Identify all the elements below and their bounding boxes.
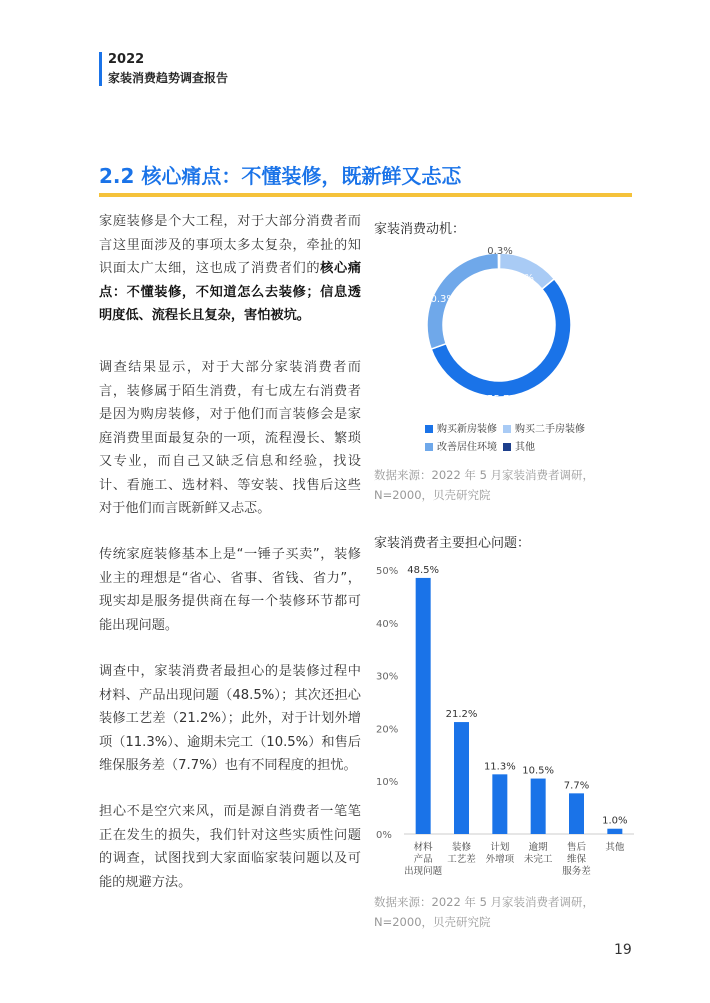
donut-chart-caption: 家装消费动机：	[374, 222, 466, 237]
donut-chart-legend	[425, 421, 625, 457]
bar-chart-source: 数据来源：2022 年 5 月家装消费者调研，N=2000，贝壳研究院	[374, 895, 595, 929]
paragraph-2: 调查结果显示，对于大部分家装消费者而言，装修属于陌生消费，有七成左右消费者是因为购房装修，对于他们而言装修会是家庭消费里面最复杂的一项，流程漫长、繁琐又专业，而自己又缺乏信息和经验，找设计、看施工、选材料、等安装、找售后这些对于他们而言既新鲜又忐忑。	[99, 360, 361, 516]
legend-swatch	[425, 443, 433, 451]
donut-slice-label: 30.3%	[424, 294, 456, 305]
x-tick-label: 计划外增项	[485, 842, 515, 865]
header-year: 2022	[108, 52, 145, 67]
paragraph-5: 担心不是空穴来风，而是源自消费者一笔笔正在发生的损失，我们针对这些实质性问题的调查，试图找到大家面临家装问题以及可能的规避方法。	[99, 804, 361, 890]
bar-chart	[374, 556, 636, 886]
x-tick-label: 其他	[605, 842, 625, 853]
bar	[492, 774, 507, 834]
x-tick-label: 材料产品出现问题	[404, 842, 443, 877]
legend-item	[425, 421, 497, 439]
page-number: 19	[614, 942, 632, 958]
bar	[569, 793, 584, 834]
donut-chart	[374, 232, 636, 418]
bar-value-label: 1.0%	[602, 815, 628, 827]
legend-item	[425, 439, 497, 457]
bar-value-label: 48.5%	[407, 564, 440, 576]
bar-value-label: 21.2%	[445, 709, 478, 721]
donut-slice-label: 0.3%	[487, 246, 513, 257]
y-tick-label: 50%	[376, 566, 399, 577]
legend-swatch	[503, 443, 511, 451]
section-title-rule	[99, 193, 632, 197]
legend-label: 改善居住环境	[437, 442, 497, 453]
x-tick-label: 售后维保服务差	[562, 842, 591, 877]
legend-label: 购买新房装修	[437, 424, 497, 435]
bar-value-label: 7.7%	[563, 780, 590, 792]
legend-item	[503, 421, 585, 439]
y-tick-label: 0%	[376, 830, 392, 841]
paragraph-1-emphasis: 核心痛点：不懂装修，不知道怎么去装修；信息透明度低、流程长且复杂，害怕被坑。	[99, 261, 362, 323]
y-tick-label: 40%	[376, 618, 399, 630]
header-accent-bar	[99, 52, 102, 86]
bar	[607, 829, 622, 834]
legend-swatch	[425, 425, 433, 433]
legend-label: 其他	[515, 442, 535, 453]
legend-swatch	[503, 425, 511, 433]
y-tick-label: 20%	[376, 724, 399, 736]
donut-slice-label: 13.8%	[502, 273, 534, 284]
bar	[416, 578, 431, 834]
y-tick-label: 30%	[376, 671, 399, 683]
donut-chart-source: 数据来源：2022 年 5 月家装消费者调研，N=2000，贝壳研究院	[374, 468, 595, 502]
bar	[454, 722, 469, 834]
header-report-title: 家装消费趋势调查报告	[108, 71, 229, 85]
x-tick-label: 逾期未完工	[523, 842, 553, 865]
bar	[531, 779, 546, 834]
paragraph-1: 家庭装修是个大工程，对于大部分消费者而言这里面涉及的事项太多太复杂，牵扯的知识面太广太细，这也成了消费者们的核心痛点：不懂装修，不知道怎么去装修；信息透明度低、流程长且复杂，害怕被坑。	[99, 214, 362, 323]
legend-item	[503, 439, 535, 457]
y-tick-label: 10%	[376, 777, 399, 789]
bar-value-label: 10.5%	[522, 765, 555, 777]
bar-value-label: 11.3%	[483, 761, 516, 773]
paragraph-4: 调查中，家装消费者最担心的是装修过程中材料、产品出现问题（48.5%）；其次还担心装修工艺差（21.2%）；此外，对于计划外增项（11.3%）、逾期未完工（10.5%）和售后维保服务差（7.7%）也有不同程度的担忧。	[99, 664, 361, 773]
section-title: 2.2 核心痛点：不懂装修，既新鲜又忐忑	[99, 164, 462, 188]
legend-label: 购买二手房装修	[515, 424, 585, 435]
bar-chart-caption: 家装消费者主要担心问题：	[374, 536, 531, 551]
paragraph-3: 传统家庭装修基本上是“一锤子买卖”，装修业主的理想是“省心、省事、省钱、省力”，现实却是服务提供商在每一个装修环节都可能出现问题。	[99, 547, 361, 633]
x-tick-label: 装修工艺差	[447, 842, 476, 865]
donut-slice-label: 55.7%	[487, 394, 519, 405]
